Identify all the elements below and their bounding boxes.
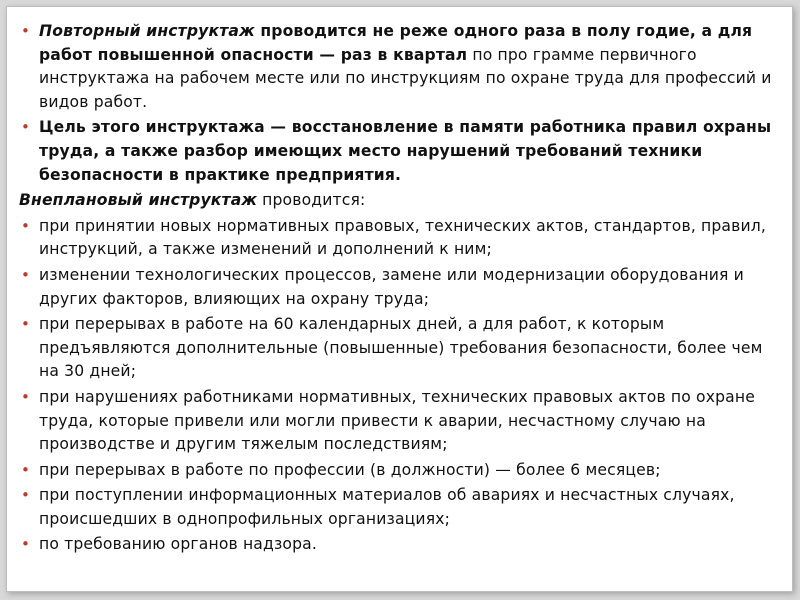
list-item-text: изменении технологических процессов, замене или модернизации оборудования и других факторов, влияющих на охрану труда;: [39, 265, 744, 308]
paragraph-briefing-purpose: [19, 116, 787, 187]
list-item: [19, 484, 787, 531]
bullet-icon: •: [21, 486, 30, 505]
bullet-icon: •: [21, 460, 30, 479]
list-item: [19, 459, 787, 483]
list-item-text: при поступлении информационных материалов об авариях и несчастных случаях, происшедших в однопрофильных организациях;: [39, 486, 735, 528]
list-item-text: по требованию органов надзора.: [39, 535, 317, 554]
repeat-briefing-frequency: проводится не реже одного раза в полу годие, а для работ повышенной опасности — раз в квартал: [39, 22, 753, 64]
bullet-icon: •: [21, 315, 30, 334]
list-item-text: при нарушениях работниками нормативных, технических правовых актов по охране труда, которые привели или могли привести к аварии, несчастному случаю на производстве и другим тяжелым последствиям;: [39, 387, 755, 454]
bullet-icon: •: [21, 387, 30, 406]
list-item: [19, 386, 787, 457]
unscheduled-briefing-intro: проводится:: [257, 191, 366, 210]
list-item: [19, 215, 787, 262]
list-item: [19, 264, 787, 311]
bullet-icon: •: [21, 265, 30, 284]
bullet-icon: •: [21, 535, 30, 554]
term-repeat-briefing: Повторный инструктаж: [39, 22, 255, 40]
slide-body: [19, 20, 787, 559]
slide: [6, 6, 793, 592]
briefing-purpose-text: Цель этого инструктажа — восстановление в памяти работника правил охраны труда, а также разбор имеющих место нарушений требований техники безопасности в практике предприятия.: [39, 118, 772, 184]
repeat-briefing-program: по про грамме первичного инструктажа на рабочем месте или по инструкциям по охране труда для профессий и видов работ.: [39, 45, 772, 111]
list-item-text: при принятии новых нормативных правовых, технических актов, стандартов, правил, инструкций, а также изменений и дополнений к ним;: [39, 216, 766, 259]
paragraph-unscheduled-briefing: [19, 189, 787, 213]
term-unscheduled-briefing: Внеплановый инструктаж: [19, 191, 258, 210]
list-item: [19, 313, 787, 384]
paragraph-repeat-briefing: [19, 20, 787, 114]
list-item-text: при перерывах в работе на 60 календарных дней, а для работ, к которым предъявляются дополнительные (повышенные) требования безопасности, более чем на 30 дней;: [39, 315, 763, 381]
list-item: [19, 533, 787, 557]
bullet-icon: •: [21, 22, 30, 40]
bullet-icon: •: [21, 118, 30, 137]
bullet-icon: •: [21, 216, 30, 235]
list-item-text: при перерывах в работе по профессии (в должности) — более 6 месяцев;: [39, 460, 661, 479]
